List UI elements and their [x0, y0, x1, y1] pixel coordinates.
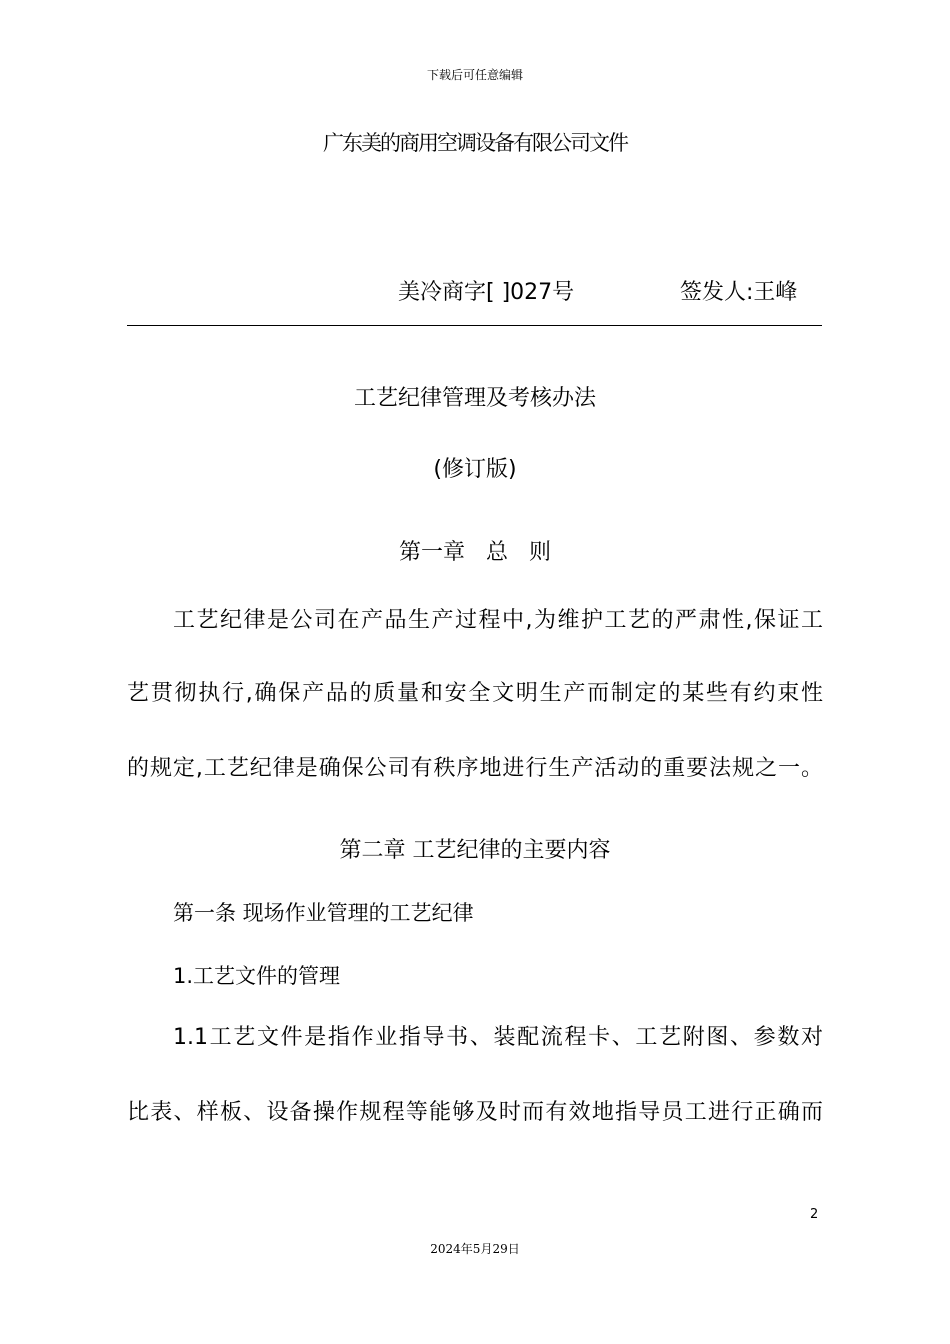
document-subtitle: (修订版)	[433, 457, 517, 482]
chapter-1-paragraph-line: 工艺纪律是公司在产品生产过程中,为维护工艺的严肃性,保证工	[173, 608, 823, 633]
signer: 签发人:王峰	[680, 280, 798, 305]
chapter-1-paragraph-line: 的规定,工艺纪律是确保公司有秩序地进行生产活动的重要法规之一。	[127, 756, 823, 781]
page-number: 2	[810, 1207, 819, 1222]
header-divider	[127, 325, 822, 326]
company-title: 广东美的商用空调设备有限公司文件	[323, 131, 627, 155]
document-title: 工艺纪律管理及考核办法	[353, 386, 596, 411]
article-1-heading: 第一条 现场作业管理的工艺纪律	[173, 901, 474, 925]
chapter-1-heading: 第一章 总 则	[399, 540, 551, 565]
section-1-paragraph-line: 比表、样板、设备操作规程等能够及时而有效地指导员工进行正确而	[127, 1100, 823, 1125]
section-1-paragraph-line: 1.1工艺文件是指作业指导书、装配流程卡、工艺附图、参数对	[173, 1025, 823, 1050]
chapter-2-heading: 第二章 工艺纪律的主要内容	[339, 838, 611, 863]
section-1-heading: 1.工艺文件的管理	[173, 964, 341, 988]
footer-date: 2024年5月29日	[430, 1242, 520, 1256]
chapter-1-paragraph-line: 艺贯彻执行,确保产品的质量和安全文明生产而制定的某些有约束性	[127, 681, 823, 706]
header-note: 下载后可任意编辑	[426, 68, 523, 82]
document-number: 美冷商字[ ]027号	[398, 280, 575, 305]
